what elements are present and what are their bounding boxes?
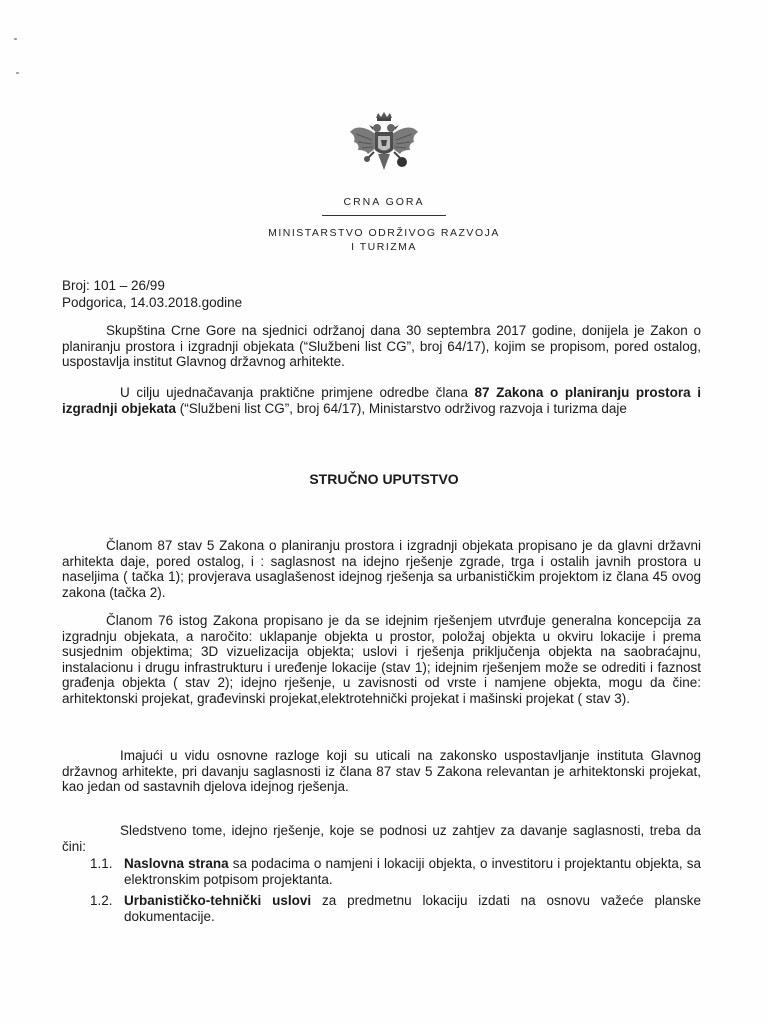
paragraph-article-76: Članom 76 istog Zakona propisano je da se idejnim rješenjem utvrđuje generalna koncepcija za izgradnju objekata, a naročito: uklapanje objekta u prostor, položaj objekta u okviru lokacije i prema susjednim objektima; 3D vizuelizacija objekta; uslovi i rješenja priključenja objekta na saobraćajnu, instalacionu i drugu infrastrukturu i uređenje lokacije (stav 1); idejnim rješenjem može se odrediti i faznost građenja objekta ( stav 2); idejno rješenje, u zavisnosti od vrste i namjene objekta, mogu da čine: arhitektonski projekat, građevinski projekat,elektrotehnički projekat i mašinski projekat ( stav 3). <box>62 613 701 706</box>
letterhead <box>0 112 768 254</box>
paragraph-reasons: Imajući u vidu osnovne razloge koji su uticali na zakonsko uspostavljanje instituta Glavnog državnog arhitekte, pri davanju saglasnosti iz člana 87 stav 5 Zakona relevantan je arhitektonski projekat, kao jedan od sastavnih djelova idejnog rješenja. <box>62 748 701 794</box>
paragraph-article-87: Članom 87 stav 5 Zakona o planiranju prostora i izgradnji objekata propisano je da glavni državni arhitekta daje, pored ostalog, i : saglasnost na idejno rješenje zgrade, trga i ostalih javnih prostora u naseljima ( tačka 1); provjerava usaglašenost idejnog rješenja sa urbanističkim projektom iz člana 45 ovog zakona (tačka 2). <box>62 538 701 600</box>
paragraph-requirements: Sledstveno tome, idejno rješenje, koje se podnosi uz zahtjev za davanje saglasnosti, treba da čini: <box>62 823 701 854</box>
scan-speck <box>16 72 19 74</box>
ministry-name-line1: MINISTARSTVO ODRŽIVOG RAZVOJA <box>268 227 500 239</box>
reference-number: Broj: 101 – 26/99 <box>62 278 165 293</box>
paragraph-purpose <box>62 385 701 416</box>
place-and-date: Podgorica, 14.03.2018.godine <box>62 295 243 310</box>
list-item-heading: Urbanističko-tehnički uslovi <box>124 893 312 908</box>
list-item-text: sa podacima o namjeni i lokaciji objekta, o investitoru i projektantu objekta, sa elektronskim potpisom projektanta. <box>124 856 701 887</box>
country-name: CRNA GORA <box>343 196 425 208</box>
law-reference-bold: 87 Zakona o planiranju prostora i izgradnji objekata <box>62 385 702 416</box>
list-item <box>90 856 701 887</box>
list-item-number: 1.2. <box>90 893 113 908</box>
paragraph-purpose-text-c: (“Službeni list CG”, broj 64/17), Ministarstvo održivog razvoja i turizma daje <box>176 400 627 416</box>
list-item-number: 1.1. <box>90 856 113 871</box>
scan-speck <box>14 38 17 40</box>
ministry-name-line2: I TURIZMA <box>351 241 417 253</box>
paragraph-intro: Skupština Crne Gore na sjednici održanoj dana 30 septembra 2017 godine, donijela je Zakon o planiranju prostora i izgradnji objekata (“Službeni list CG”, broj 64/17), kojim se propisom, pored ostalog, uspostavlja institut Glavnog državnog arhitekte. <box>62 323 701 369</box>
paragraph-purpose-text-a: U cilju ujednačavanja praktične primjene odredbe člana <box>120 385 475 400</box>
list-item-heading: Naslovna strana <box>124 856 229 871</box>
coat-of-arms-icon <box>346 112 422 178</box>
document-title: STRUČNO UPUTSTVO <box>309 471 459 487</box>
list-item-text: za predmetnu lokaciju izdati na osnovu važeće planske dokumentacije. <box>124 893 702 924</box>
document-meta <box>62 277 242 311</box>
list-item <box>90 893 701 924</box>
header-divider <box>322 215 446 216</box>
